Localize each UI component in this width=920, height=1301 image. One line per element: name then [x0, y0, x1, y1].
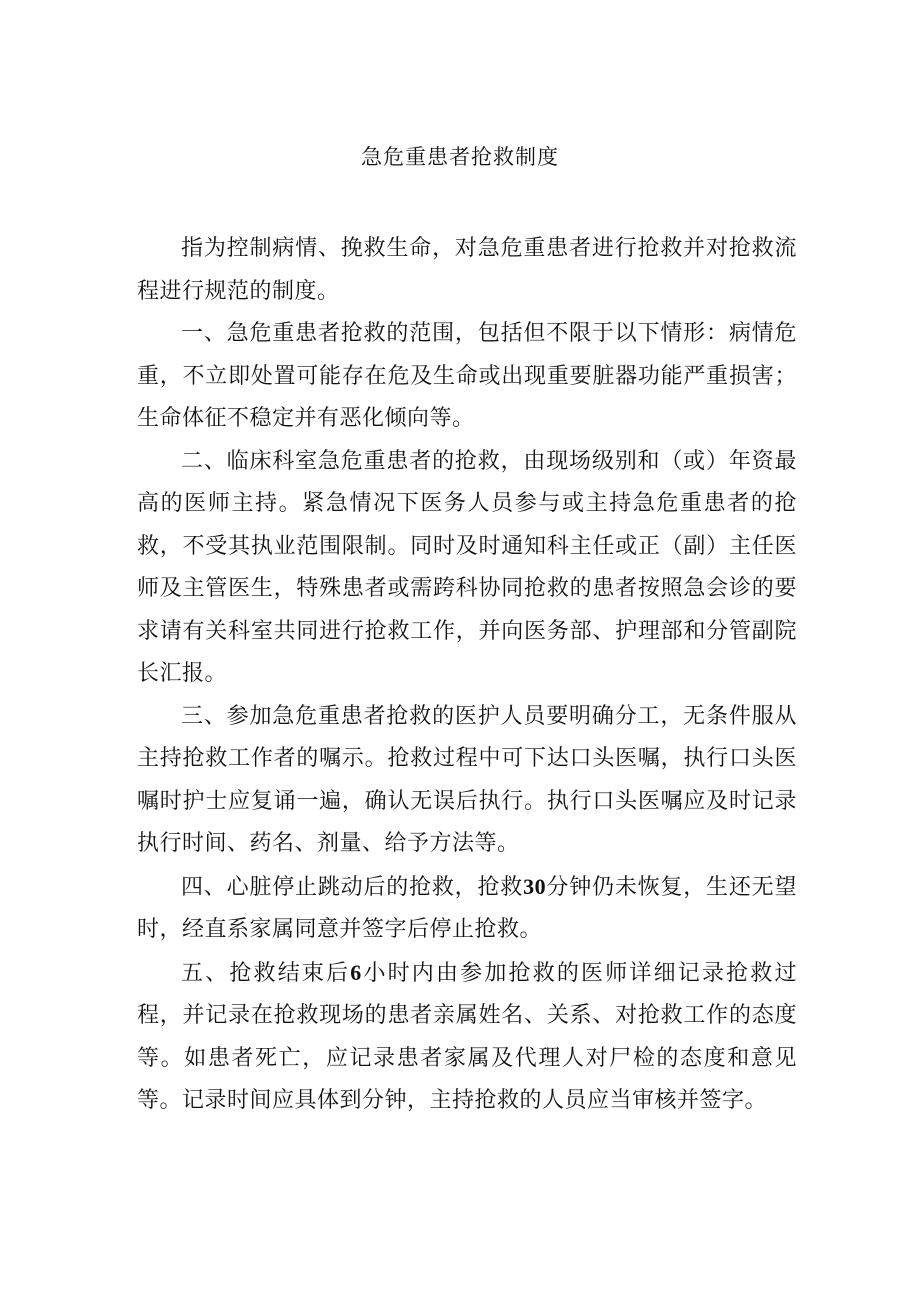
document-title: 急危重患者抢救制度 — [361, 145, 559, 169]
paragraph-5-text-before: 五、抢救结束后 — [181, 960, 351, 986]
paragraph-1-scope: 一、急危重患者抢救的范围，包括但不限于以下情形：病情危重，不立即处置可能存在危及生命或出现重要脏器功能严重损害；生命体征不稳定并有恶化倾向等。 — [137, 321, 797, 431]
document-body — [137, 228, 797, 1123]
paragraph-4-cardiac-arrest — [137, 866, 797, 952]
paragraph-5-text-after: 小时内由参加抢救的医师详细记录抢救过程，并记录在抢救现场的患者亲属姓名、关系、对抢救工作的态度等。如患者死亡，应记录患者家属及代理人对尸检的态度和意见等。记录时间应具体到分钟，主持抢救的人员应当审核并签字。 — [137, 960, 797, 1113]
rescue-minutes-number: 30 — [523, 873, 547, 899]
paragraph-4-text-after: 分钟仍未恢复，生还无望时，经直系家属同意并签字后停止抢救。 — [137, 874, 797, 942]
paragraph-intro: 指为控制病情、挽救生命，对急危重患者进行抢救并对抢救流程进行规范的制度。 — [137, 236, 797, 304]
paragraph-4-text-before: 四、心脏停止跳动后的抢救，抢救 — [181, 874, 524, 900]
paragraph-3-team-division: 三、参加急危重患者抢救的医护人员要明确分工，无条件服从主持抢救工作者的嘱示。抢救过程中可下达口头医嘱，执行口头医嘱时护士应复诵一遍，确认无误后执行。执行口头医嘱应及时记录执行时间、药名、剂量、给予方法等。 — [137, 703, 797, 856]
paragraph-2-clinical-rescue: 二、临床科室急危重患者的抢救，由现场级别和（或）年资最高的医师主持。紧急情况下医务人员参与或主持急危重患者的抢救，不受其执业范围限制。同时及时通知科主任或正（副）主任医师及主管医生，特殊患者或需跨科协同抢救的患者按照急会诊的要求请有关科室共同进行抢救工作，并向医务部、护理部和分管副院长汇报。 — [137, 448, 797, 686]
paragraph-5-recording — [137, 952, 797, 1123]
record-hours-number: 6 — [350, 959, 362, 985]
